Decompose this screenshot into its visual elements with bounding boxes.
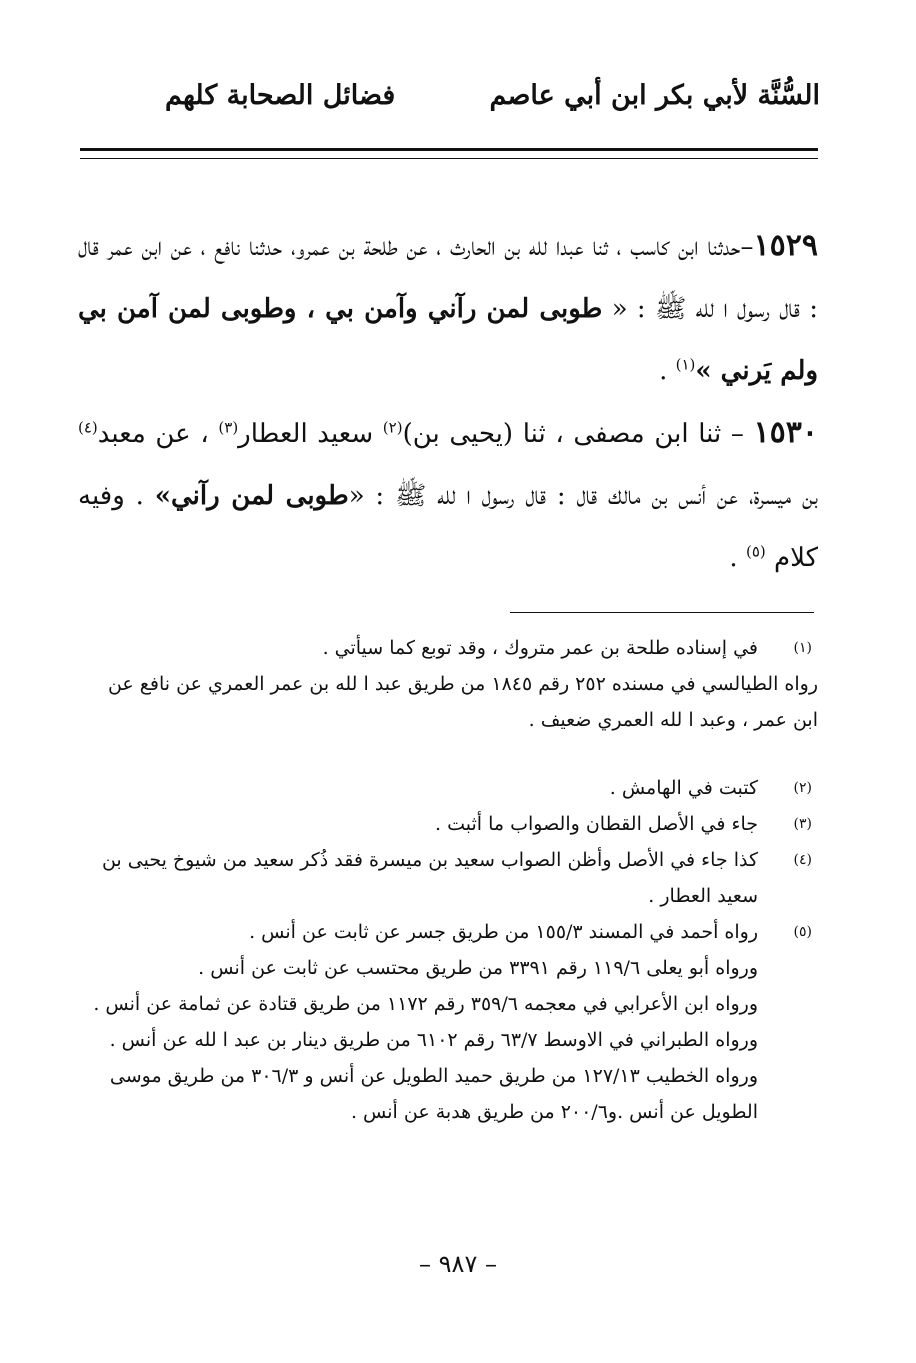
hadith-1529 (78, 215, 818, 402)
footnote-4 (78, 842, 818, 914)
footnote-number: (٣) (793, 816, 812, 832)
hadith-text: سعيد العطار (238, 419, 383, 449)
hadith-text: –حدثنا ابن كاسب ، ثنا عبدا لله بن الحارث ، عن طلحة بن عمرو، حدثنا نافع ، عن ابن عمر قال : قال رسول ا لله ﷺ : « (78, 232, 818, 324)
footnote-number: (٤) (793, 852, 812, 868)
hadith-number: ١٥٢٩ (753, 228, 818, 263)
header-rule-thin (80, 158, 818, 159)
footnote-ref: (٥) (745, 542, 766, 561)
footnote-ref: (٤) (78, 418, 98, 437)
page-number: – ٩٨٧ – (419, 1250, 497, 1278)
footnote-line: جاء في الأصل القطان والصواب ما أثبت . (435, 813, 758, 835)
footnote-line: ورواه الطبراني في الاوسط ٦٣/٧ رقم ٦١٠٢ من طريق دينار بن عبد ا لله عن أنس . (109, 1029, 758, 1051)
footnote-line: ورواه الخطيب ١٢٧/١٣ من طريق حميد الطويل عن أنس و ٣٠٦/٣ من طريق موسى الطويل عن أنس .و٢٠٠/٦ من طريق هدبة عن أنس . (109, 1065, 758, 1123)
footnote-line: كتبت في الهامش . (609, 777, 758, 799)
footnote-line: ورواه أبو يعلى ١١٩/٦ رقم ٣٣٩١ من طريق محتسب عن ثابت عن أنس . (198, 957, 758, 979)
footnote-1 (78, 630, 818, 738)
footnote-line: رواه أحمد في المسند ١٥٥/٣ من طريق جسر عن ثابت عن أنس . (249, 921, 758, 943)
footnote-ref: (٣) (218, 418, 239, 437)
footnote-ref: (١) (675, 355, 696, 374)
footnote-number: (١) (793, 640, 812, 656)
running-header-chapter-title: فضائل الصحابة كلهم (165, 80, 396, 111)
hadith-text-end: . (729, 543, 746, 573)
hadith-text-end: . (659, 356, 676, 386)
footnote-3 (78, 806, 818, 842)
header-rule-thick (80, 148, 818, 151)
hadith-quote: طوبى لمن رآني» (154, 481, 349, 511)
hadith-text: ، عن معبد (97, 419, 219, 449)
hadith-text: بن ميسرة، عن أنس بن مالك قال : قال رسول ا لله ﷺ : « (348, 481, 818, 511)
hadith-text: – ثنا ابن مصفى ، ثنا (يحيى بن) (402, 419, 754, 449)
footnote-number: (٥) (793, 924, 812, 940)
footnote-number: (٢) (793, 780, 812, 796)
footnote-line: ورواه ابن الأعرابي في معجمه ٣٥٩/٦ رقم ١١٧٢ من طريق قتادة عن ثمامة عن أنس . (93, 993, 758, 1015)
footnote-line: كذا جاء في الأصل وأظن الصواب سعيد بن ميسرة فقد ذُكر سعيد من شيوخ يحيى بن سعيد العطار . (101, 849, 758, 907)
hadith-quote: طوبى لمن رآني وآمن بي ، وطوبى لمن آمن بي ولم يَرني » (78, 294, 818, 386)
footnote-5 (78, 914, 818, 1130)
hadith-number: ١٥٣٠ (753, 415, 818, 450)
footnote-2 (78, 770, 818, 806)
footnote-ref: (٢) (382, 418, 403, 437)
footnote-separator (510, 612, 814, 613)
hadith-text: . وفيه كلام (78, 481, 818, 573)
hadith-1530 (78, 402, 818, 589)
footnotes (78, 630, 818, 1130)
footnote-line: في إسناده طلحة بن عمر متروك ، وقد توبع كما سيأتي . (322, 637, 758, 659)
main-text (78, 215, 818, 589)
running-header-book-title: السُّنَّة لأبي بكر ابن أبي عاصم (489, 80, 820, 111)
footnote-line: رواه الطيالسي في مسنده ٢٥٢ رقم ١٨٤٥ من طريق عبد ا لله بن عمر العمري عن نافع عن ابن عمر ، وعبد ا لله العمري ضعيف . (107, 673, 818, 731)
